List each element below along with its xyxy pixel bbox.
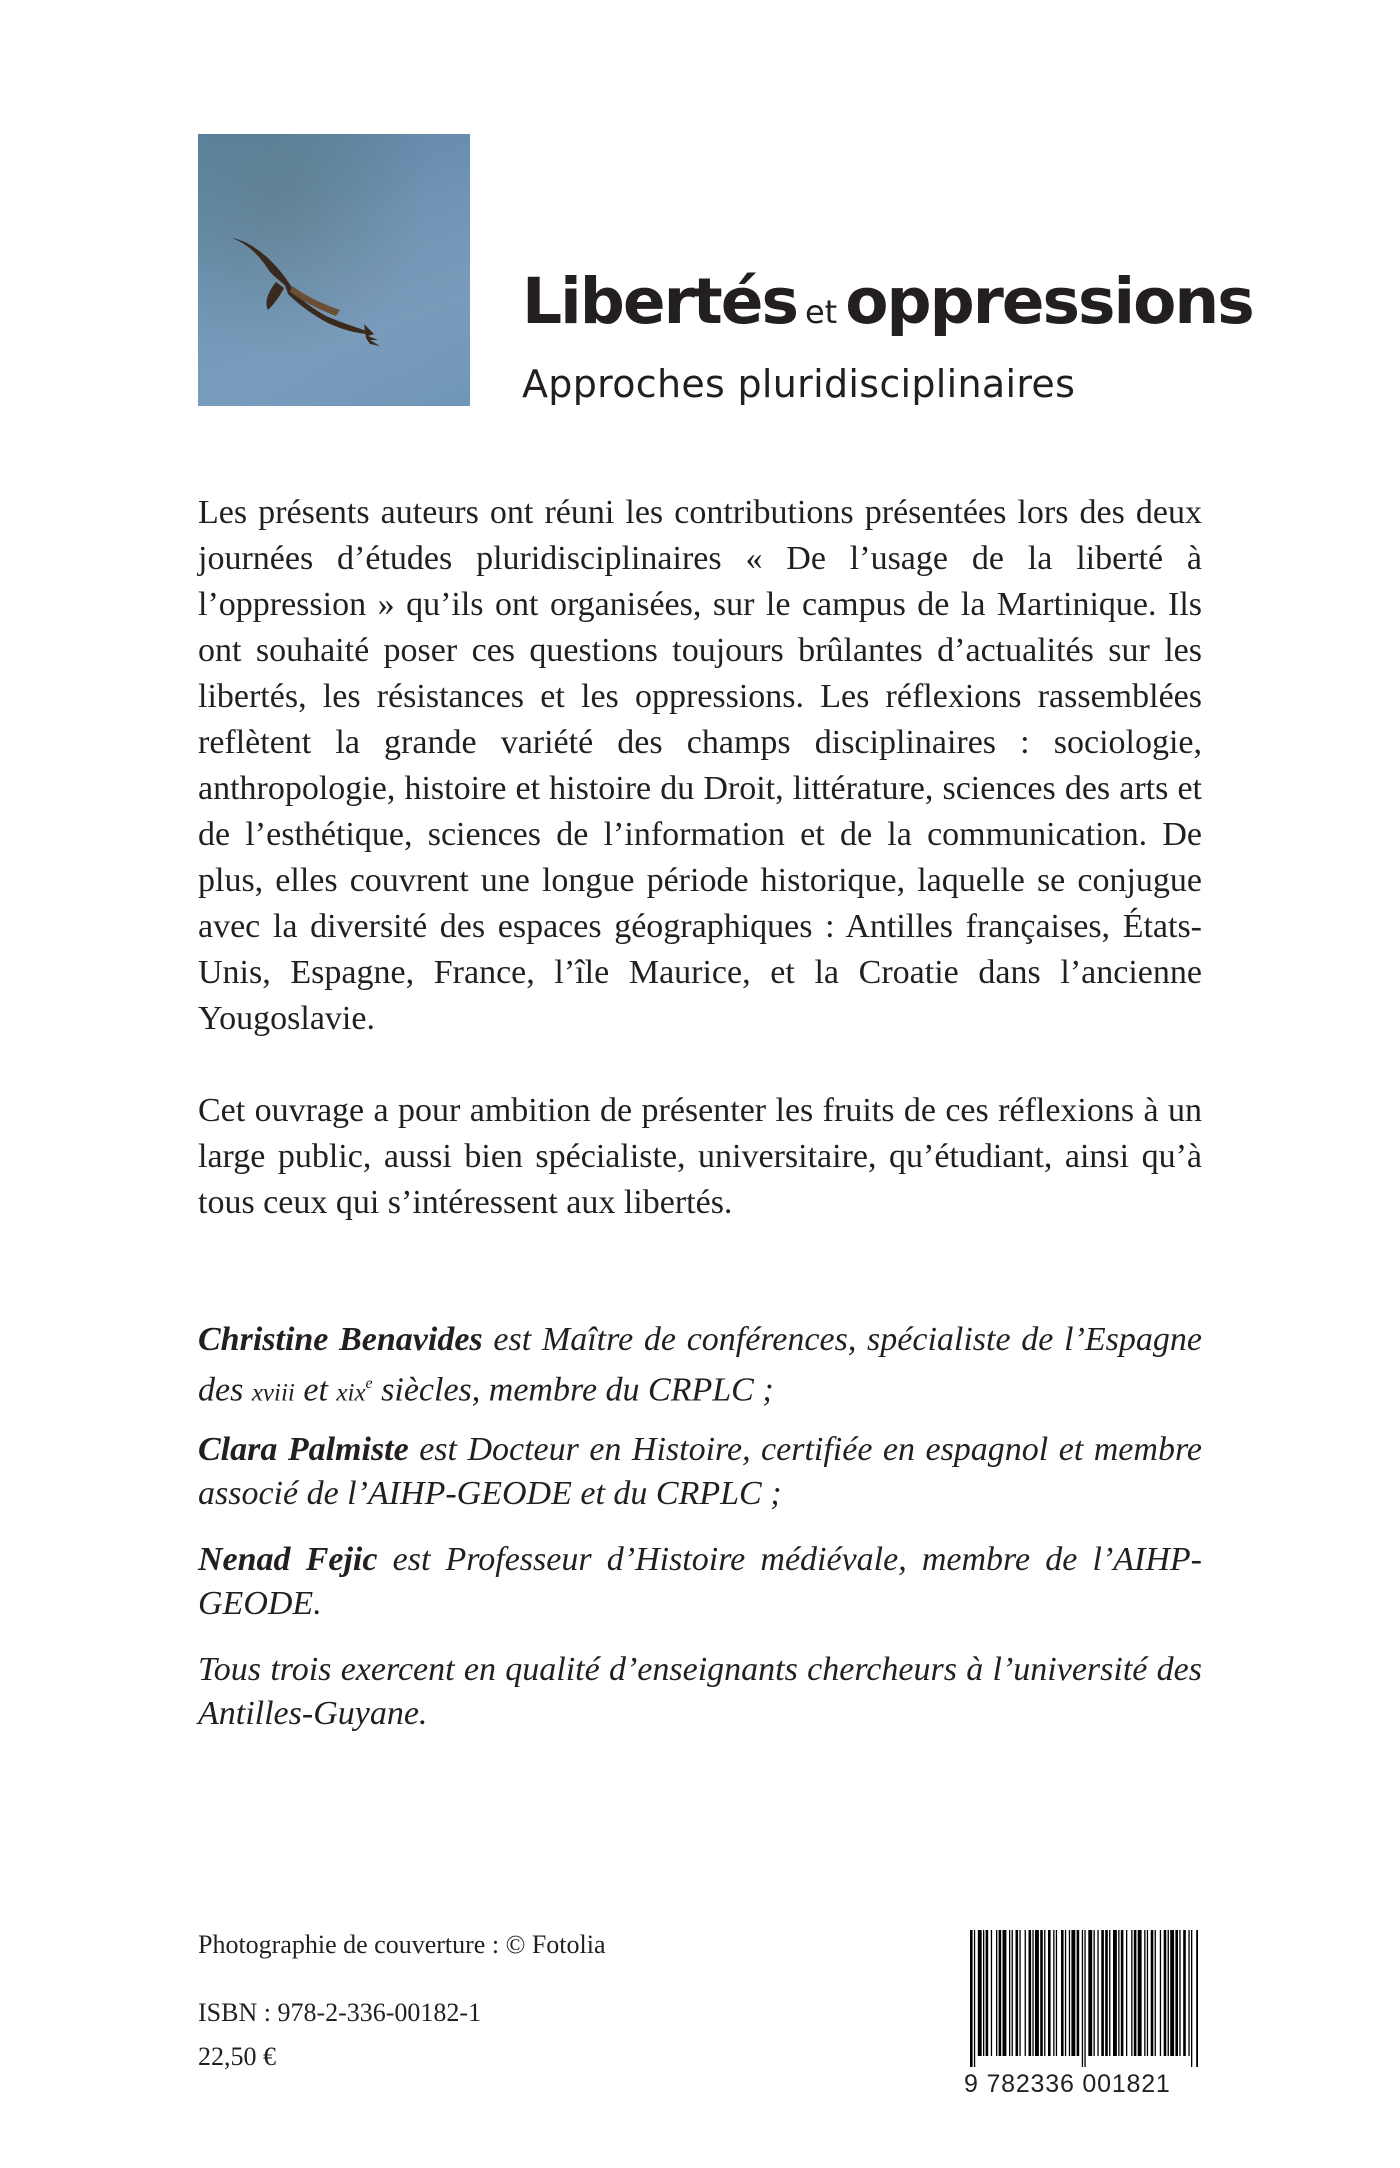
- photo-credit: Photographie de couverture : © Fotolia: [198, 1930, 606, 1959]
- barcode: [964, 1930, 1198, 2100]
- title-connector: et: [804, 293, 838, 331]
- author-bio-text: siècles, membre du CRPLC ;: [372, 1371, 774, 1409]
- barcode-icon: [970, 1930, 1198, 2067]
- book-title: [522, 265, 1253, 338]
- author-bio-text: est Docteur en Histoire, certifiée en espagnol et membre associé de l’AIHP-GEODE et du CRPLC ;: [198, 1431, 1202, 1512]
- century-suffix: e: [365, 1375, 373, 1392]
- summary-paragraph-2: Cet ouvrage a pour ambition de présenter les fruits de ces réflexions à un large public, aussi bien spécialiste, universitaire, qu’étudiant, ainsi qu’à tous ceux qui s’intéressent aux libertés.: [198, 1092, 1202, 1221]
- cover-photo: [198, 134, 470, 406]
- author-bio-3: [198, 1538, 1202, 1626]
- author-bio-text: est Maître de conférences, spécialiste de l’Espagne des: [198, 1321, 1202, 1409]
- summary-paragraph-1: Les présents auteurs ont réuni les contributions présentées lors des deux journées d’études pluridisciplinaires « De l’usage de la liberté à l’oppression » qu’ils ont organisées, sur le campus de la Martinique. Ils ont souhaité poser ces questions toujours brûlantes d’actualités sur les libertés, les résistances et les oppressions. Les réflexions rassemblées reflètent la grande variété des champs disciplinaires : sociologie, anthropologie, histoire et histoire du Droit, littérature, sciences des arts et de l’esthétique, sciences de l’information et de la communication. De plus, elles couvrent une longue période historique, laquelle se conjugue avec la diversité des espaces géographiques : Antilles françaises, États-Unis, Espagne, France, l’île Maurice, et la Croatie dans l’ancienne Yougoslavie.: [198, 494, 1202, 1037]
- author-name: Nenad Fejic: [198, 1541, 378, 1578]
- price: 22,50 €: [198, 2042, 276, 2071]
- author-bio-text: est Professeur d’Histoire médiévale, membre de l’AIHP-GEODE.: [198, 1541, 1203, 1622]
- barcode-number: 9 782336 001821: [964, 2070, 1171, 2098]
- authors-note: Tous trois exercent en qualité d’enseignants chercheurs à l’université des Antilles-Guyane.: [198, 1651, 1202, 1732]
- author-bio-text: et: [294, 1371, 337, 1409]
- century-label: xix: [336, 1379, 366, 1407]
- author-bio-2: [198, 1428, 1202, 1516]
- title-part2: oppressions: [845, 265, 1253, 338]
- author-bio-1: [198, 1318, 1202, 1415]
- book-subtitle: Approches pluridisciplinaires: [522, 362, 1076, 406]
- author-name: Christine Benavides: [198, 1321, 483, 1358]
- century-label: xviii: [251, 1379, 295, 1407]
- isbn: ISBN : 978-2-336-00182-1: [198, 1998, 482, 2027]
- author-name: Clara Palmiste: [198, 1431, 409, 1468]
- title-part1: Libertés: [522, 265, 797, 338]
- bird-icon: [198, 134, 470, 406]
